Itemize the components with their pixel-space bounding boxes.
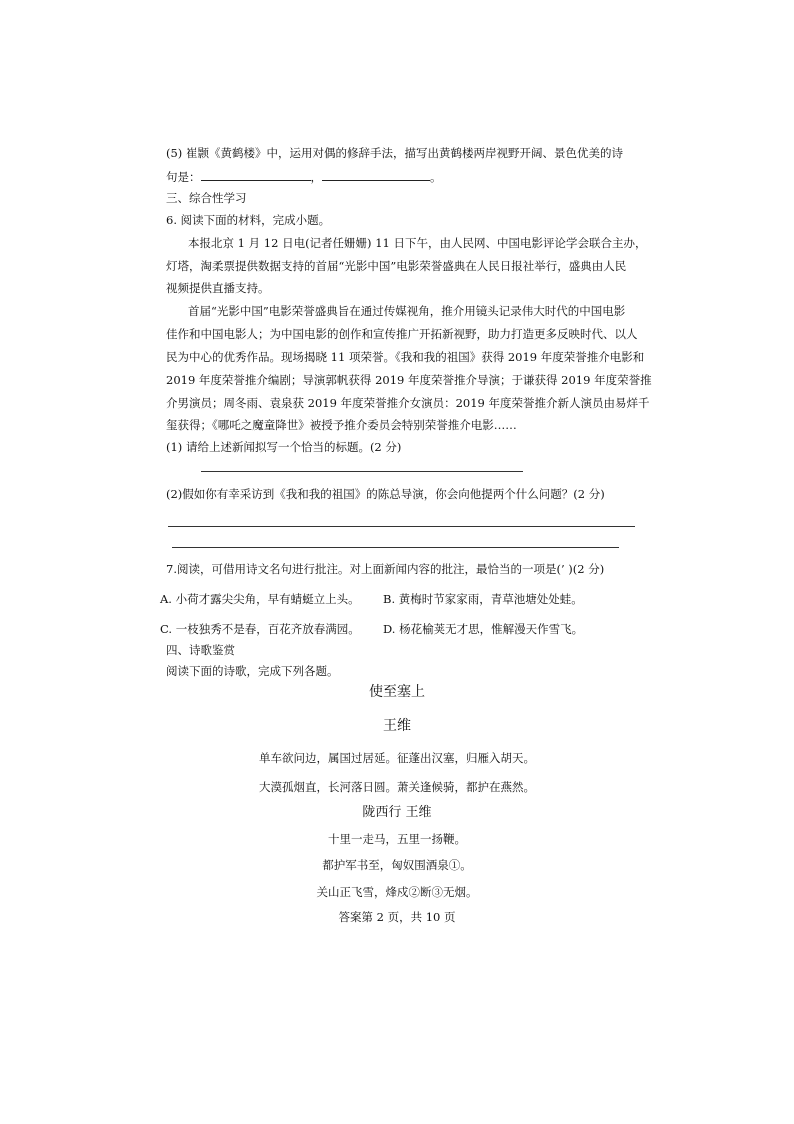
q6-p1-line: 灯塔，淘柔票提供数据支持的首届“光影中国”电影荣誉盛典在人民日报社举行，盛典由人民	[166, 259, 627, 273]
q5-line1: (5) 崔颢《黄鹤楼》中，运用对偶的修辞手法，描写出黄鹤楼两岸视野开阔、景色优美的诗	[166, 146, 623, 160]
poem2-line: 都护军书至，匈奴围酒泉①。	[322, 858, 472, 872]
poem1-author: 王维	[383, 718, 411, 734]
q6-p1-line: 本报北京 1 月 12 日电(记者任姗姗) 11 日下午，由人民网、中国电影评论学会联合主办，	[188, 236, 647, 250]
q7-option-a[interactable]: A. 小荷才露尖尖角，早有蜻蜓立上头。	[160, 592, 360, 606]
q6-p2-line: 2019 年度荣誉推介编剧；导演郭帆获得 2019 年度荣誉推介导演；于谦获得 2019 年度荣誉推	[166, 373, 652, 387]
q5-separator: ，	[310, 170, 322, 184]
q6-p2-line: 佳作和中国电影人；为中国电影的创作和宣传推广开拓新视野，助力打造更多反映时代、以人	[166, 327, 638, 341]
section-3-heading: 三、综合性学习	[166, 191, 247, 205]
q7-option-d[interactable]: D. 杨花榆荚无才思，惟解漫天作雪飞。	[383, 622, 584, 636]
q6-p2-line: 玺获得；《哪吒之魔童降世》被授予推介委员会特别荣誉推介电影……	[166, 418, 517, 432]
poem1-title: 使至塞上	[369, 684, 425, 700]
q6-sub2-answer-line-1[interactable]	[168, 526, 635, 527]
q5-end: 。	[430, 170, 442, 184]
q6-sub1: (1) 请给上述新闻拟写一个恰当的标题。(2 分)	[166, 440, 402, 454]
q5-line2-prefix: 句是：	[166, 170, 201, 184]
q6-sub1-answer-line[interactable]	[201, 471, 523, 472]
page-footer: 答案第 2 页，共 10 页	[338, 910, 456, 924]
q6-p2-line: 介男演员；周冬雨、袁泉获 2019 年度荣誉推介女演员：2019 年度荣誉推介新人演员由易烊千	[166, 396, 650, 410]
q6-sub2-answer-line-2[interactable]	[172, 547, 619, 548]
q5-line2	[166, 168, 442, 185]
q6-p2-line: 首届“光影中国”电影荣誉盛典旨在通过传媒视角，推介用镜头记录伟大时代的中国电影	[188, 304, 626, 318]
q7-option-c[interactable]: C. 一枝独秀不是春，百花齐放春满园。	[160, 622, 360, 636]
q6-sub2: (2)假如你有幸采访到《我和我的祖国》的陈总导演，你会向他提两个什么问题？(2 分)	[166, 487, 605, 501]
poem2-title: 陇西行 王维	[362, 805, 432, 820]
poem1-line: 单车欲问边，属国过居延。征蓬出汉塞，归雁入胡天。	[259, 751, 535, 765]
q5-blank-2[interactable]	[322, 168, 430, 181]
poem1-line: 大漠孤烟直，长河落日圆。萧关逢候骑，都护在燕然。	[259, 780, 535, 794]
q7-stem: 7.阅读，可借用诗文名句进行批注。对上面新闻内容的批注，最恰当的一项是(’ )(2 分)	[166, 562, 605, 576]
q6-intro: 6. 阅读下面的材料，完成小题。	[166, 213, 331, 227]
poem2-line: 十里一走马，五里一扬鞭。	[328, 832, 466, 846]
poem2-line: 关山正飞雪，烽戍②断③无烟。	[316, 885, 478, 899]
q7-option-b[interactable]: B. 黄梅时节家家雨，青草池塘处处蛙。	[383, 592, 583, 606]
poem-intro: 阅读下面的诗歌，完成下列各题。	[166, 664, 339, 678]
q5-blank-1[interactable]	[201, 168, 311, 181]
section-4-heading: 四、诗歌鉴赏	[166, 643, 235, 657]
q6-p2-line: 民为中心的优秀作品。现场揭晓 11 项荣誉。《我和我的祖国》获得 2019 年度荣誉推介电影和	[166, 350, 645, 364]
q6-p1-line: 视频提供直播支持。	[166, 281, 270, 295]
